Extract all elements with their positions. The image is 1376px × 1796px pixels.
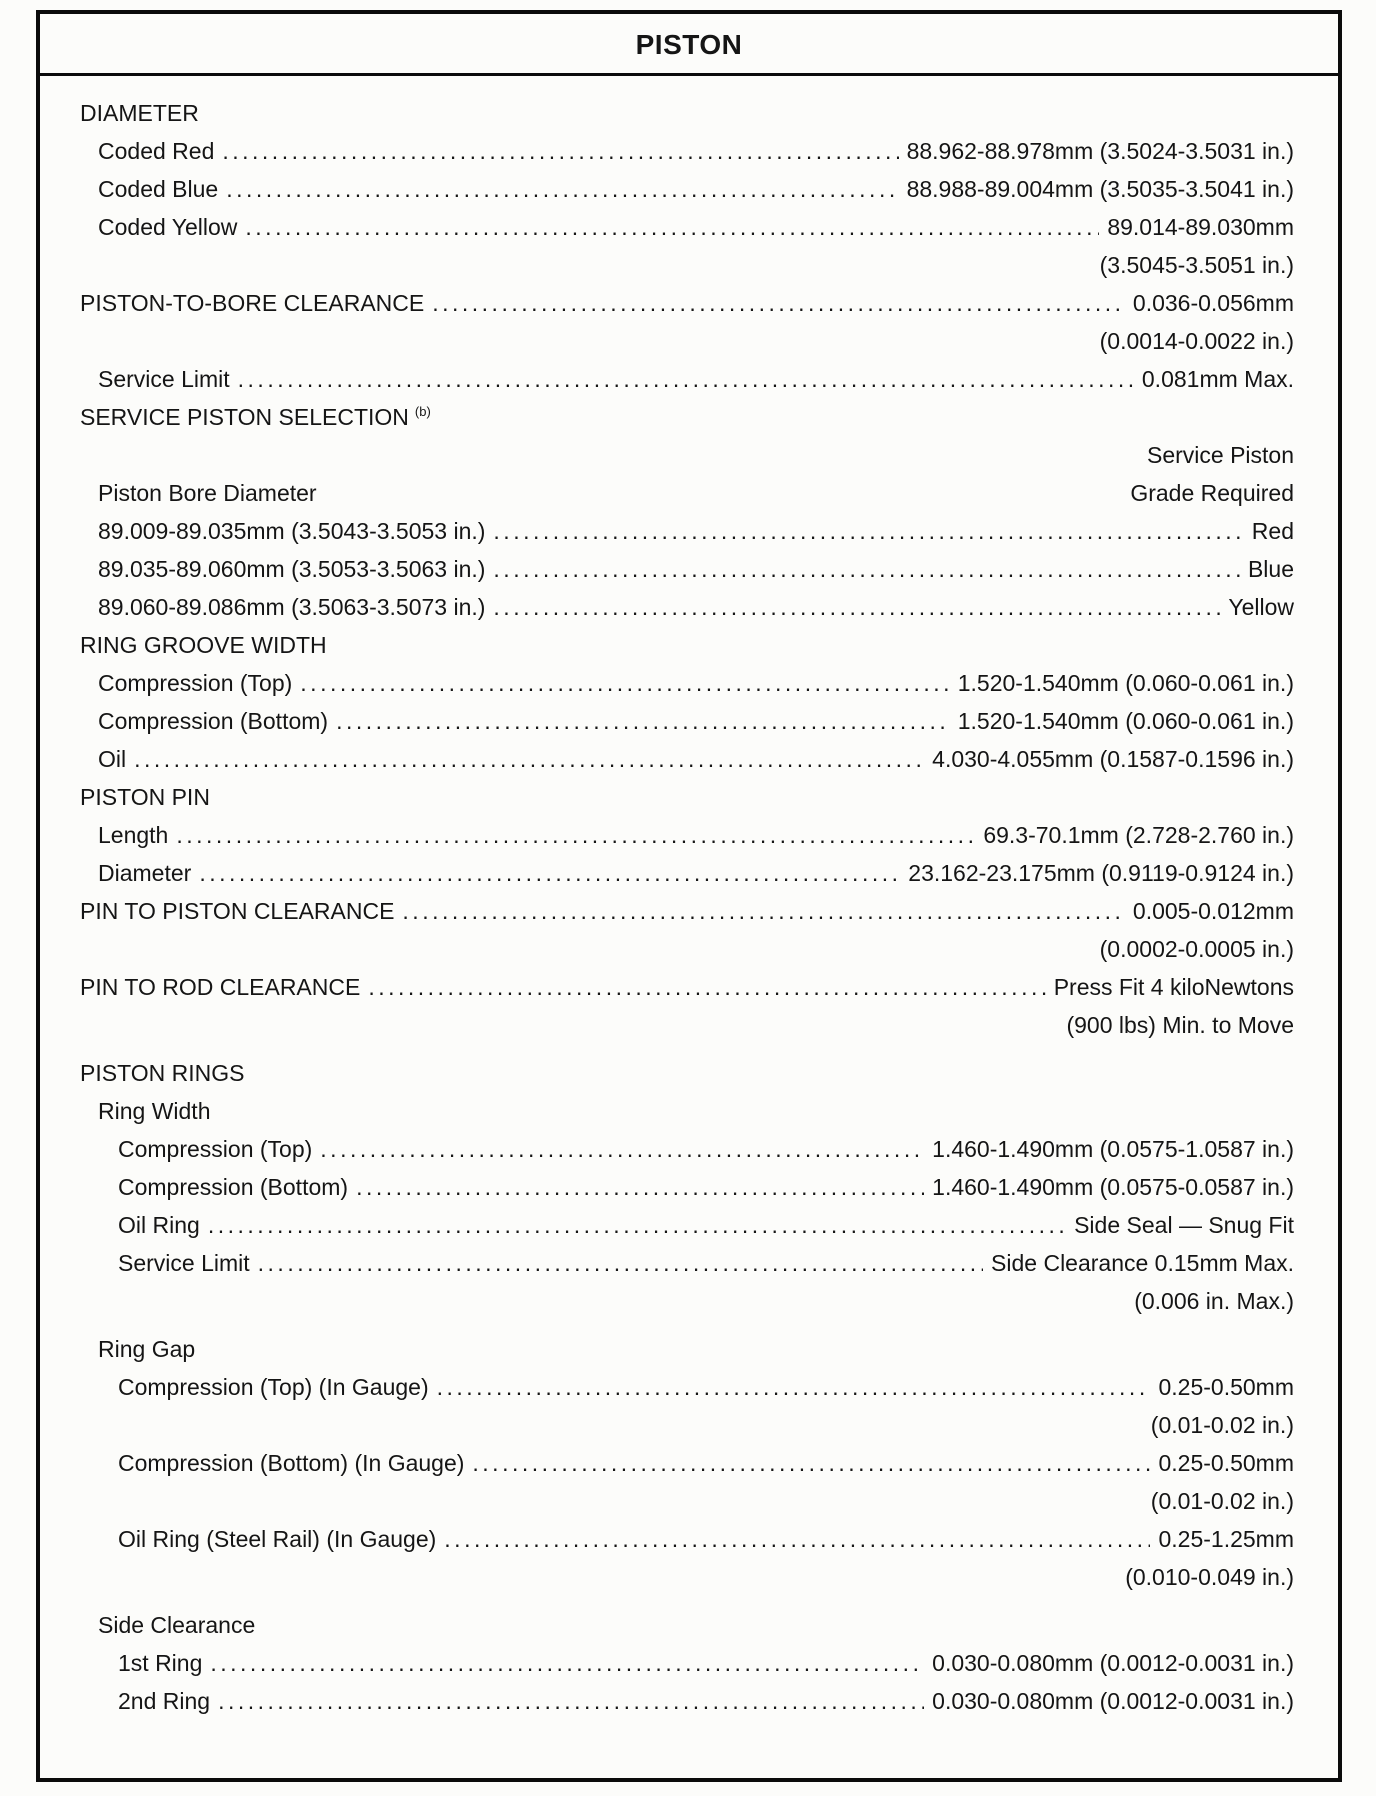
continuation-row [80,930,1294,968]
spec-value: 0.25-1.25mm [1158,1526,1294,1552]
dot-leader [238,360,1134,398]
dot-leader [432,284,1125,322]
footnote-marker: (b) [414,404,431,420]
spec-label: Oil Ring [118,1212,200,1238]
spec-value: 0.036-0.056mm [1132,290,1294,316]
spec-table [40,76,1338,1778]
spec-value: 1.460-1.490mm (0.0575-0.0587 in.) [932,1174,1294,1200]
spec-label: RING GROOVE WIDTH [80,632,327,658]
spec-row [80,740,1294,778]
spec-row [80,702,1294,740]
spec-value: 0.030-0.080mm (0.0012-0.0031 in.) [932,1688,1294,1714]
spec-label: Coded Blue [98,176,219,202]
spec-label: 1st Ring [118,1650,203,1676]
spec-row [80,132,1294,170]
continuation-row [80,436,1294,474]
spec-value: 1.460-1.490mm (0.0575-1.0587 in.) [932,1136,1294,1162]
spec-label: 89.035-89.060mm (3.5053-3.5063 in.) [98,556,486,582]
spec-label: Compression (Top) (In Gauge) [118,1374,429,1400]
spec-value: (900 lbs) Min. to Move [1066,1012,1294,1038]
dot-leader [176,816,975,854]
spec-label: SERVICE PISTON SELECTION $^{(b)}$ [80,404,431,430]
spec-value: 0.25-0.50mm [1158,1374,1294,1400]
continuation-row [80,1406,1294,1444]
dot-leader [300,664,949,702]
spec-row [80,1444,1294,1482]
spec-label: Coded Red [98,138,215,164]
spec-value: (0.010-0.049 in.) [1125,1564,1294,1590]
dot-leader [218,1682,924,1720]
spec-row [80,550,1294,588]
spec-value: 1.520-1.540mm (0.060-0.061 in.) [957,708,1294,734]
spec-value: (0.0002-0.0005 in.) [1099,936,1294,962]
continuation-row [80,322,1294,360]
section-row [80,398,1294,436]
spec-value: Grade Required [1130,480,1294,506]
dot-leader [493,550,1240,588]
dot-leader [493,512,1243,550]
continuation-row [80,1006,1294,1044]
section-row [80,94,1294,132]
spec-value: (0.01-0.02 in.) [1150,1412,1294,1438]
continuation-row [80,1482,1294,1520]
spec-row [80,854,1294,892]
spec-row [80,284,1294,322]
spec-value: Blue [1247,556,1294,582]
dot-leader [493,588,1220,626]
spec-label: Ring Gap [98,1336,196,1362]
spec-row [80,1130,1294,1168]
spec-value: Side Seal — Snug Fit [1074,1212,1294,1238]
dot-leader [258,1244,983,1282]
spec-row [80,1644,1294,1682]
spec-row [80,1520,1294,1558]
spec-value: 0.081mm Max. [1141,366,1294,392]
spec-label: 89.009-89.035mm (3.5043-3.5053 in.) [98,518,486,544]
spec-value: 4.030-4.055mm (0.1587-0.1596 in.) [932,746,1294,772]
spec-row [80,1682,1294,1720]
spec-label: 89.060-89.086mm (3.5063-3.5073 in.) [98,594,486,620]
spec-value: (3.5045-3.5051 in.) [1099,252,1294,278]
spec-row [80,1244,1294,1282]
spec-value: 1.520-1.540mm (0.060-0.061 in.) [957,670,1294,696]
spec-label: Oil [98,746,127,772]
spec-label: Compression (Top) [118,1136,313,1162]
spec-value: 0.25-0.50mm [1158,1450,1294,1476]
continuation-row [80,246,1294,284]
spec-row [80,892,1294,930]
spec-row [80,1168,1294,1206]
dot-leader [472,1444,1150,1482]
spec-label: PIN TO PISTON CLEARANCE [80,898,395,924]
spec-value: (0.0014-0.0022 in.) [1099,328,1294,354]
spec-label: Compression (Bottom) [118,1174,349,1200]
section-row [80,1330,1294,1368]
dot-leader [226,170,898,208]
dot-leader [437,1368,1151,1406]
spec-value: 0.005-0.012mm [1132,898,1294,924]
spec-label: Service Limit [118,1250,250,1276]
spec-label: PISTON PIN [80,784,210,810]
continuation-row [80,1558,1294,1596]
spec-label: Diameter [98,860,192,886]
spec-value: 23.162-23.175mm (0.9119-0.9124 in.) [908,860,1294,886]
spec-value: Service Piston [1146,442,1294,468]
section-row [80,1054,1294,1092]
continuation-row [80,1282,1294,1320]
dot-leader [199,854,900,892]
section-row [80,1092,1294,1130]
spec-row [80,816,1294,854]
spec-label: Length [98,822,169,848]
spec-value: 69.3-70.1mm (2.728-2.760 in.) [983,822,1294,848]
spec-row [80,208,1294,246]
spec-row [80,170,1294,208]
dot-leader [208,1206,1066,1244]
spec-value: 88.988-89.004mm (3.5035-3.5041 in.) [906,176,1294,202]
spec-value: 89.014-89.030mm [1107,214,1294,240]
spec-row [80,360,1294,398]
spec-row [80,588,1294,626]
spec-row [80,1368,1294,1406]
spec-label: PISTON-TO-BORE CLEARANCE [80,290,425,316]
dot-leader [134,740,924,778]
spec-label: Compression (Top) [98,670,293,696]
dot-leader [368,968,1045,1006]
dot-leader [210,1644,924,1682]
spec-label: Piston Bore Diameter [98,480,317,506]
spec-label: Coded Yellow [98,214,238,240]
spec-value: Press Fit 4 kiloNewtons [1053,974,1294,1000]
spec-table-frame [36,10,1342,1782]
spec-value: Yellow [1228,594,1294,620]
dot-leader [245,208,1099,246]
dot-leader [444,1520,1150,1558]
spec-value: Red [1251,518,1294,544]
section-row [80,1606,1294,1644]
spec-label: Side Clearance [98,1612,256,1638]
spec-row [80,664,1294,702]
dot-leader [356,1168,924,1206]
spec-label: Compression (Bottom) (In Gauge) [118,1450,465,1476]
page-title: PISTON [635,29,743,60]
section-row [80,778,1294,816]
dot-leader [222,132,898,170]
spec-value: (0.01-0.02 in.) [1150,1488,1294,1514]
dot-leader [320,1130,924,1168]
spec-label: PIN TO ROD CLEARANCE [80,974,361,1000]
dot-leader [336,702,950,740]
spec-row [80,968,1294,1006]
spec-label: PISTON RINGS [80,1060,245,1086]
spec-label: Ring Width [98,1098,211,1124]
spec-row [80,512,1294,550]
spec-row [80,1206,1294,1244]
table-header [40,14,1338,76]
dot-leader [402,892,1124,930]
spec-value: 88.962-88.978mm (3.5024-3.5031 in.) [906,138,1294,164]
spec-value: 0.030-0.080mm (0.0012-0.0031 in.) [932,1650,1294,1676]
spec-label: Compression (Bottom) [98,708,329,734]
spec-value: Side Clearance 0.15mm Max. [991,1250,1294,1276]
spec-label: Service Limit [98,366,230,392]
spec-label: Oil Ring (Steel Rail) (In Gauge) [118,1526,437,1552]
spec-label: DIAMETER [80,100,199,126]
spec-label: 2nd Ring [118,1688,211,1714]
section-row [80,474,1294,512]
spec-value: (0.006 in. Max.) [1134,1288,1294,1314]
section-row [80,626,1294,664]
